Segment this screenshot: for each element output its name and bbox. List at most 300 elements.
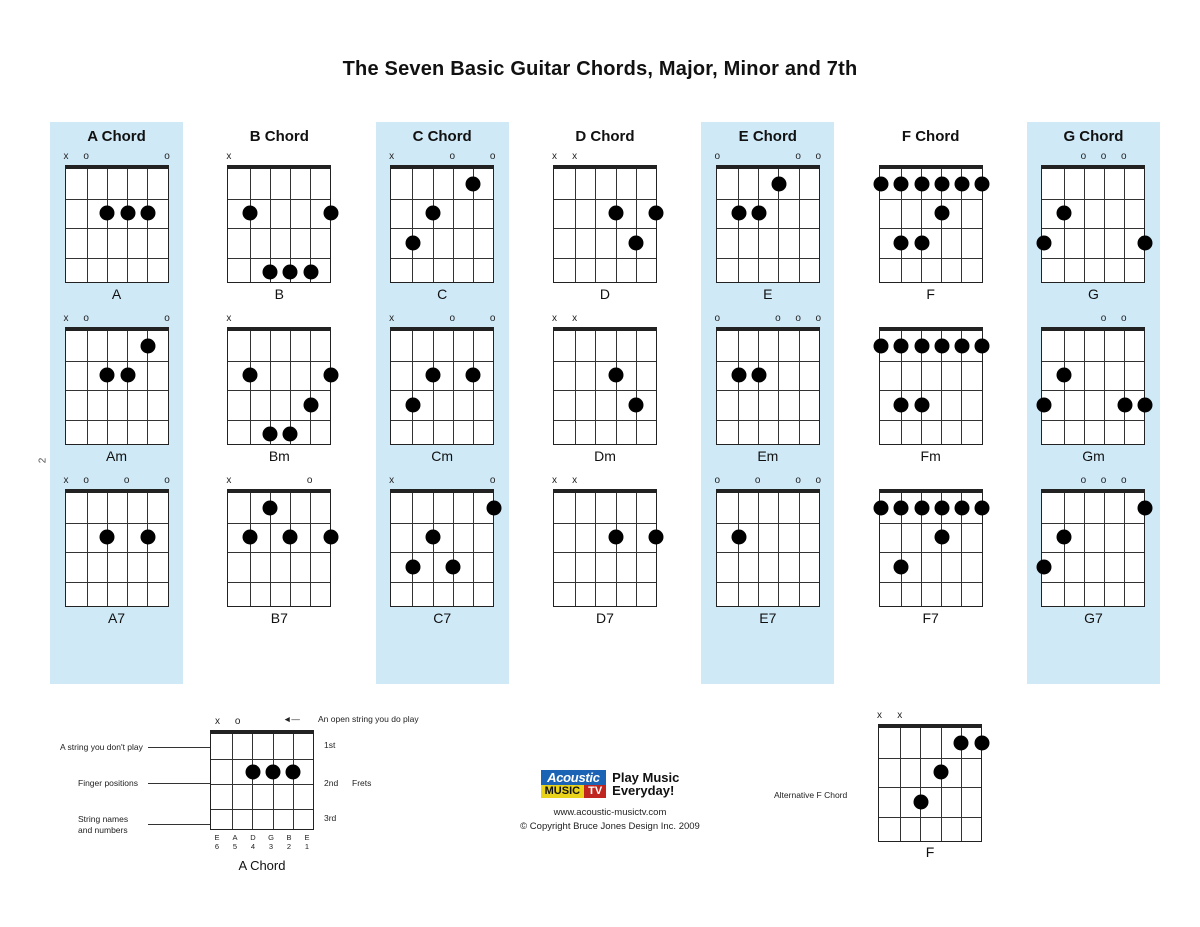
finger-dot [283,530,298,545]
barre-dot [975,500,990,515]
chord-diagram-bm [221,313,337,473]
fret-line [717,390,819,391]
chord-column-e [701,122,834,684]
string-name-item: E 6 [214,833,220,851]
fret-line [391,523,493,524]
finger-dot [1117,397,1132,412]
legend-string-names-label-1: String names [78,814,129,824]
barre-dot [975,338,990,353]
string-line [595,169,596,282]
fret-line [228,258,330,259]
finger-dot [1036,397,1051,412]
column-heading: D Chord [575,128,635,145]
finger-dot [405,559,420,574]
chord-column-d [538,122,671,684]
fret-line [880,552,982,553]
fret-line [1042,361,1144,362]
finger-dot [894,397,909,412]
finger-dot [286,764,301,779]
string-line [473,493,474,606]
fretboard-grid [390,489,494,607]
string-markers [221,151,337,165]
legend [60,706,480,896]
finger-dot [323,206,338,221]
string-line [412,493,413,606]
chord-name-label: D7 [596,610,614,626]
finger-dot [140,530,155,545]
string-line [595,331,596,444]
barre-dot [874,500,889,515]
barre-dot [914,176,929,191]
finger-dot [266,764,281,779]
chord-diagram-e [710,151,826,311]
finger-dot [934,765,949,780]
chord-name-label: G [1088,286,1099,302]
open-string-marker: o [306,475,313,486]
finger-dot [263,500,278,515]
string-line [758,169,759,282]
muted-string-marker: x [897,710,903,721]
open-string-marker: o [714,313,721,324]
fret-line [391,582,493,583]
open-string-marker: o [795,475,801,486]
page-number: 2 [37,457,49,464]
finger-dot [1057,530,1072,545]
chord-diagram-g [1035,151,1151,311]
legend-open-string-label: An open string you do play [318,714,419,724]
string-line [1104,331,1105,444]
chord-diagram-b7 [221,475,337,635]
fret-line [391,420,493,421]
string-line [758,331,759,444]
legend-fret-label-2: 2nd [324,778,339,788]
string-markers [547,151,663,165]
string-line [127,169,128,282]
tagline-line-1: Play Music [612,770,680,785]
alternative-f-chord [774,706,1122,896]
string-line [636,493,637,606]
string-line [127,331,128,444]
fretboard-grid [390,327,494,445]
string-markers [710,151,826,165]
string-name-item: G 3 [268,833,274,851]
column-heading: G Chord [1063,128,1124,145]
string-line [107,331,108,444]
fretboard-grid [65,327,169,445]
string-line [1104,493,1105,606]
barre-dot [914,500,929,515]
string-line [778,493,779,606]
string-line [758,493,759,606]
muted-string-marker: x [63,313,69,324]
string-name-item: A 5 [232,833,238,851]
string-line [1064,169,1065,282]
finger-dot [140,206,155,221]
legend-frets-label: Frets [352,778,372,788]
finger-dot [120,368,135,383]
chord-name-label: E [763,286,773,302]
finger-dot [751,206,766,221]
string-line [799,493,800,606]
string-line [1064,493,1065,606]
string-line [412,331,413,444]
fret-line [228,199,330,200]
muted-string-marker: x [572,313,578,324]
string-line [575,493,576,606]
open-string-marker: o [1080,151,1087,162]
fretboard-grid [227,165,331,283]
open-string-marker: o [449,313,456,324]
fretboard-grid [390,165,494,283]
fretboard-grid [227,327,331,445]
barre-dot [954,338,969,353]
barre-dot [934,500,949,515]
open-string-marker: o [234,716,241,727]
muted-string-marker: x [389,475,395,486]
fret-line [211,784,313,785]
finger-dot [245,764,260,779]
chord-diagram-fm [873,313,989,473]
fret-line [66,523,168,524]
fret-line [391,228,493,229]
string-line [941,728,942,841]
string-line [575,331,576,444]
finger-dot [405,397,420,412]
chord-name-label: A7 [107,610,126,626]
column-heading: E Chord [738,128,797,145]
page-title: The Seven Basic Guitar Chords, Major, Minor and 7th [342,58,858,80]
chord-name-label: D [599,286,611,302]
logo-bottom-row [541,785,607,798]
finger-dot [609,206,624,221]
finger-dot [1036,559,1051,574]
string-line [1104,169,1105,282]
open-string-marker: o [815,151,822,162]
fret-line [880,199,982,200]
finger-dot [649,206,664,221]
brand-url: www.acoustic-musictv.com [553,807,667,818]
muted-string-marker: x [877,710,882,721]
finger-dot [100,206,115,221]
fret-line [228,361,330,362]
fret-line [717,258,819,259]
open-string-marker: o [83,151,89,162]
string-markers [221,475,337,489]
finger-dot [466,176,481,191]
open-string-marker: o [489,475,496,486]
fret-line [879,817,981,818]
finger-dot [1036,235,1051,250]
fretboard-grid [553,327,657,445]
string-markers [873,475,989,489]
string-line [1084,331,1085,444]
chord-name-label: Dm [594,448,616,464]
chord-diagram-d [547,151,663,311]
muted-string-marker: x [572,475,578,486]
barre-dot [874,338,889,353]
finger-dot [913,794,928,809]
open-string-marker: o [1080,475,1087,486]
string-line [107,169,108,282]
string-line [636,169,637,282]
string-markers [710,475,826,489]
string-name-item: D 4 [250,833,256,851]
chord-name-label: Am [106,448,127,464]
open-string-marker: o [795,151,801,162]
chord-name-label: Bm [268,448,290,464]
barre-dot [894,176,909,191]
string-line [738,493,739,606]
legend-chord-grid [210,730,314,830]
open-string-marker: o [164,151,170,162]
finger-dot [894,235,909,250]
open-string-marker: o [775,313,781,324]
chord-diagram-g7 [1035,475,1151,635]
fretboard-grid [65,489,169,607]
legend-leader-line-fingers [148,783,210,784]
legend-fret-label-3: 3rd [324,813,337,823]
chord-diagram-e7 [710,475,826,635]
chord-column-g [1027,122,1160,684]
fret-line [554,228,656,229]
string-markers [59,475,175,489]
column-heading: F Chord [901,128,960,145]
string-markers [1035,313,1151,327]
legend-finger-positions-label: Finger positions [78,778,139,788]
string-line [250,331,251,444]
finger-dot [100,530,115,545]
fretboard-grid [879,165,983,283]
finger-dot [934,206,949,221]
finger-dot [771,176,786,191]
finger-dot [323,530,338,545]
chord-columns [50,122,1160,684]
finger-dot [140,338,155,353]
finger-dot [731,530,746,545]
chord-name-label: G7 [1084,610,1103,626]
finger-dot [120,206,135,221]
open-string-marker: o [754,475,761,486]
open-string-marker: o [714,151,721,162]
brand-tagline [612,771,679,797]
chord-name-label: Em [757,448,779,464]
fret-line [1042,258,1144,259]
fret-line [717,361,819,362]
brand-logo-row [490,770,730,798]
finger-dot [954,735,969,750]
fret-line [554,523,656,524]
string-markers [384,151,500,165]
muted-string-marker: x [226,313,232,324]
fretboard-grid [1041,327,1145,445]
string-line [1064,331,1065,444]
chord-name-label: Fm [920,448,941,464]
finger-dot [731,206,746,221]
chord-diagram-f7 [873,475,989,635]
open-string-marker: o [489,151,496,162]
chord-diagram-c [384,151,500,311]
finger-dot [934,530,949,545]
fret-line [228,228,330,229]
open-string-marker: o [489,313,496,324]
logo-music-text: MUSIC [541,785,584,798]
chord-column-f [864,122,997,684]
open-string-marker: o [815,313,822,324]
alternative-f-grid [878,724,982,842]
barre-dot [894,500,909,515]
finger-dot [486,500,501,515]
fret-line [66,228,168,229]
fret-line [879,758,981,759]
muted-string-marker: x [63,475,69,486]
fret-line [391,199,493,200]
string-line [107,493,108,606]
finger-dot [405,235,420,250]
finger-dot [100,368,115,383]
string-line [412,169,413,282]
string-line [310,493,311,606]
fret-line [717,523,819,524]
string-line [273,734,274,829]
string-line [310,331,311,444]
fret-line [1042,199,1144,200]
finger-dot [914,235,929,250]
fret-line [228,582,330,583]
string-line [453,493,454,606]
open-string-marker: o [123,475,130,486]
fret-line [717,582,819,583]
chord-diagram-em [710,313,826,473]
acoustic-music-tv-logo [541,770,607,798]
finger-dot [1137,235,1152,250]
finger-dot [609,530,624,545]
finger-dot [731,368,746,383]
chord-diagram-b [221,151,337,311]
fret-line [1042,523,1144,524]
muted-string-marker: x [389,151,395,162]
barre-dot [914,338,929,353]
muted-string-marker: x [551,151,557,162]
fret-line [717,552,819,553]
fretboard-grid [716,489,820,607]
open-string-marker: o [1120,475,1127,486]
finger-dot [263,427,278,442]
string-line [1124,493,1125,606]
fret-line [880,228,982,229]
logo-tv-text: TV [584,785,606,798]
fret-line [1042,390,1144,391]
alternative-f-markers [872,710,988,724]
fret-line [554,361,656,362]
fret-line [391,361,493,362]
string-line [616,169,617,282]
barre-dot [934,338,949,353]
fret-line [228,552,330,553]
fret-line [880,258,982,259]
string-line [147,169,148,282]
string-markers [59,313,175,327]
string-line [250,169,251,282]
barre-dot [874,176,889,191]
finger-dot [649,530,664,545]
brand-block [490,770,730,832]
open-string-marker: o [1120,313,1127,324]
open-string-marker: o [815,475,822,486]
barre-dot [975,176,990,191]
finger-dot [1057,368,1072,383]
finger-dot [629,397,644,412]
fret-line [554,199,656,200]
brand-copyright: © Copyright Bruce Jones Design Inc. 2009 [520,821,700,832]
chord-name-label: C7 [433,610,452,626]
open-string-marker: o [795,313,801,324]
legend-muted-string-label: A string you don't play [60,742,143,752]
chord-diagram-cm [384,313,500,473]
chord-name-label: A [111,286,122,302]
fretboard-grid [716,165,820,283]
fret-line [717,420,819,421]
fret-line [880,420,982,421]
string-line [595,493,596,606]
string-line [87,331,88,444]
fret-line [211,809,313,810]
fret-line [391,258,493,259]
fretboard-grid [553,489,657,607]
muted-string-marker: x [226,475,232,486]
fret-line [66,552,168,553]
string-line [433,493,434,606]
open-string-marker: o [1100,313,1107,324]
finger-dot [1057,206,1072,221]
string-line [738,331,739,444]
string-markers [1035,475,1151,489]
open-string-marker: o [83,475,89,486]
fretboard-grid [716,327,820,445]
fret-line [554,420,656,421]
string-line [1124,331,1125,444]
fretboard-grid [65,165,169,283]
chord-diagram-dm [547,313,663,473]
muted-string-marker: x [389,313,395,324]
finger-dot [426,368,441,383]
logo-acoustic-text: Acoustic [541,770,607,785]
fret-line [211,759,313,760]
string-line [799,331,800,444]
string-line [293,734,294,829]
string-line [616,493,617,606]
finger-dot [303,265,318,280]
barre-dot [894,338,909,353]
chord-diagram-c7 [384,475,500,635]
string-line [453,169,454,282]
string-line [616,331,617,444]
fretboard-grid [1041,165,1145,283]
string-line [575,169,576,282]
string-name-item: B 2 [286,833,292,851]
fret-line [554,582,656,583]
fretboard-grid [1041,489,1145,607]
string-markers [710,313,826,327]
fretboard-grid [227,489,331,607]
chord-diagram-d7 [547,475,663,635]
muted-string-marker: x [551,475,557,486]
string-markers [547,475,663,489]
finger-dot [283,427,298,442]
string-line [87,493,88,606]
chord-name-label: E7 [759,610,777,626]
open-string-marker: o [164,475,170,486]
string-markers [384,475,500,489]
